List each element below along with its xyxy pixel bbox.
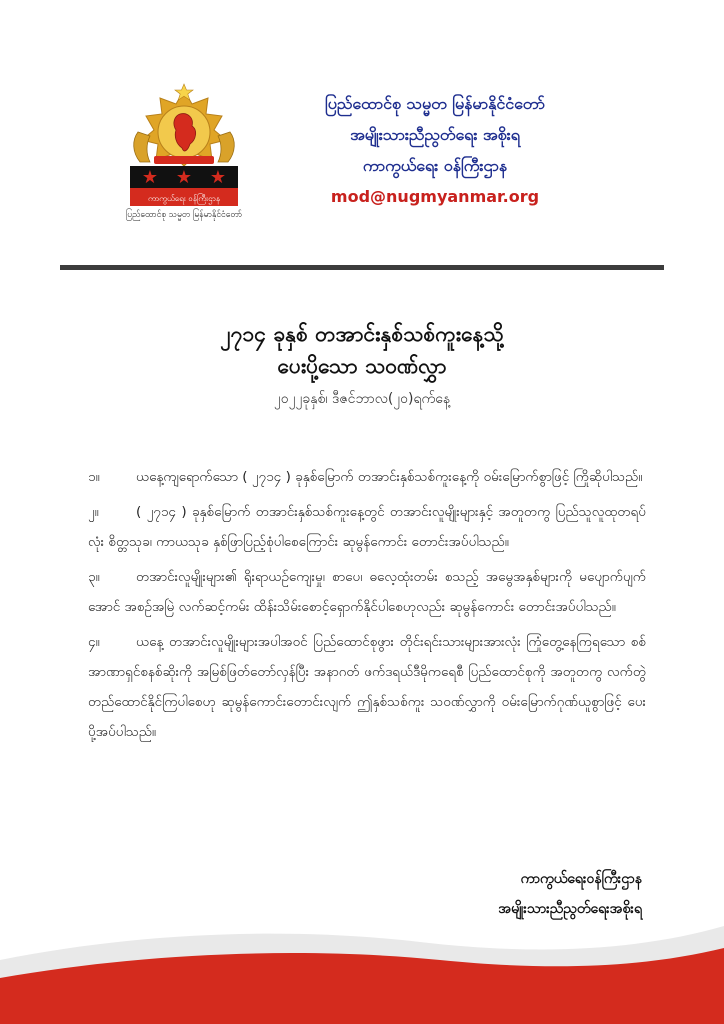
paragraph-number: ၄။: [88, 634, 100, 650]
emblem-star-3-icon: ★: [209, 167, 227, 188]
letterhead: [270, 88, 600, 212]
org-line-2: အမျိုးသားညီညွတ်ရေး အစိုးရ: [350, 125, 520, 144]
org-line-1: ပြည်ထောင်စု သမ္မတ မြန်မာနိုင်ငံတော်: [325, 94, 545, 113]
emblem-star-1-icon: ★: [141, 167, 159, 188]
document-body: [88, 462, 646, 752]
emblem-ribbon: [154, 156, 214, 164]
emblem-right-lion-icon: [218, 132, 234, 162]
paragraph-number: ၁။: [88, 469, 100, 485]
signature-line-2: အမျိုးသားညီညွတ်ရေးအစိုးရ: [498, 901, 642, 917]
contact-email[interactable]: mod@nugmyanmar.org: [330, 187, 540, 206]
paragraph: [88, 627, 646, 747]
footer-wave: [0, 920, 724, 1024]
signature-block: [498, 864, 642, 924]
emblem-star-2-icon: ★: [175, 167, 193, 188]
paragraph: [88, 562, 646, 622]
paragraph-text: ယနေ့ကျရောက်သော ( ၂၇၁၄ ) ခုနှစ်မြောက် တအာင်းနှစ်သစ်ကူးနေ့ကို ဝမ်းမြောက်စွာဖြင့် ကြိုဆိုပါသည်။: [136, 469, 643, 485]
org-line-3: ကာကွယ်ရေး ဝန်ကြီးဌာန: [362, 156, 508, 175]
header-divider: [60, 265, 664, 270]
emblem-left-lion-icon: [134, 132, 150, 162]
signature-line-1: ကာကွယ်ရေးဝန်ကြီးဌာန: [520, 871, 642, 887]
paragraph: [88, 497, 646, 557]
emblem-caption: ပြည်ထောင်စု သမ္မတ မြန်မာနိုင်ငံတော်: [125, 210, 243, 220]
emblem-banner-text: ကာကွယ်ရေး ဝန်ကြီးဌာန: [148, 194, 220, 203]
paragraph: [88, 462, 646, 492]
paragraph-text: တအာင်းလူမျိုးများ၏ ရိုးရာယဉ်ကျေးမှု၊ စာပေ၊ ဓလေ့ထုံးတမ်း စသည့် အမွေအနှစ်များကို မပျောက်ပျက်အောင် အစဉ်အမြဲ လက်ဆင့်ကမ်း ထိန်းသိမ်းစောင့်ရှောက်နိုင်ပါစေဟုလည်း ဆုမွန်ကောင်း တောင်းအပ်ပါသည်။: [88, 569, 646, 615]
document-title: [60, 318, 664, 412]
paragraph-number: ၂။: [88, 504, 99, 520]
paragraph-number: ၃။: [88, 569, 100, 585]
paragraph-text: ( ၂၇၁၄ ) ခုနှစ်မြောက် တအာင်းနှစ်သစ်ကူးနေ့တွင် တအာင်းလူမျိုးများနှင့် အတူတကွ ပြည်သူလူထုတရပ်လုံး စိတ္တသုခ၊ ကာယသုခ နှစ်ဖြာပြည့်စုံပါစေကြောင်း ဆုမွန်ကောင်း တောင်းအပ်ပါသည်။: [88, 504, 646, 550]
title-line-2: ပေးပို့သော သဝဏ်လွှာ: [277, 354, 447, 378]
document-date: ၂၀၂၂ခုနှစ်၊ ဒီဇင်ဘာလ(၂၀)ရက်နေ့: [273, 391, 451, 407]
title-line-1: ၂၇၁၄ ခုနှစ် တအာင်းနှစ်သစ်ကူးနေ့သို့: [220, 322, 504, 346]
paragraph-text: ယနေ့ တအာင်းလူမျိုးများအပါအဝင် ပြည်ထောင်စုဖွား တိုင်းရင်းသားများအားလုံး ကြုံတွေ့နေကြရသော စစ်အာဏာရှင်စနစ်ဆိုးကို အမြစ်ဖြတ်တော်လှန်ပြီး အနာဂတ် ဖက်ဒရယ်ဒီမိုကရေစီ ပြည်ထောင်စုကို အတူတကွ လက်တွဲတည်ထောင်နိုင်ကြပါစေဟု ဆုမွန်ကောင်းတောင်းလျက် ဤနှစ်သစ်ကူး သဝဏ်လွှာကို ဝမ်းမြောက်ဂုဏ်ယူစွာဖြင့် ပေးပို့အပ်ပါသည်။: [88, 634, 646, 740]
